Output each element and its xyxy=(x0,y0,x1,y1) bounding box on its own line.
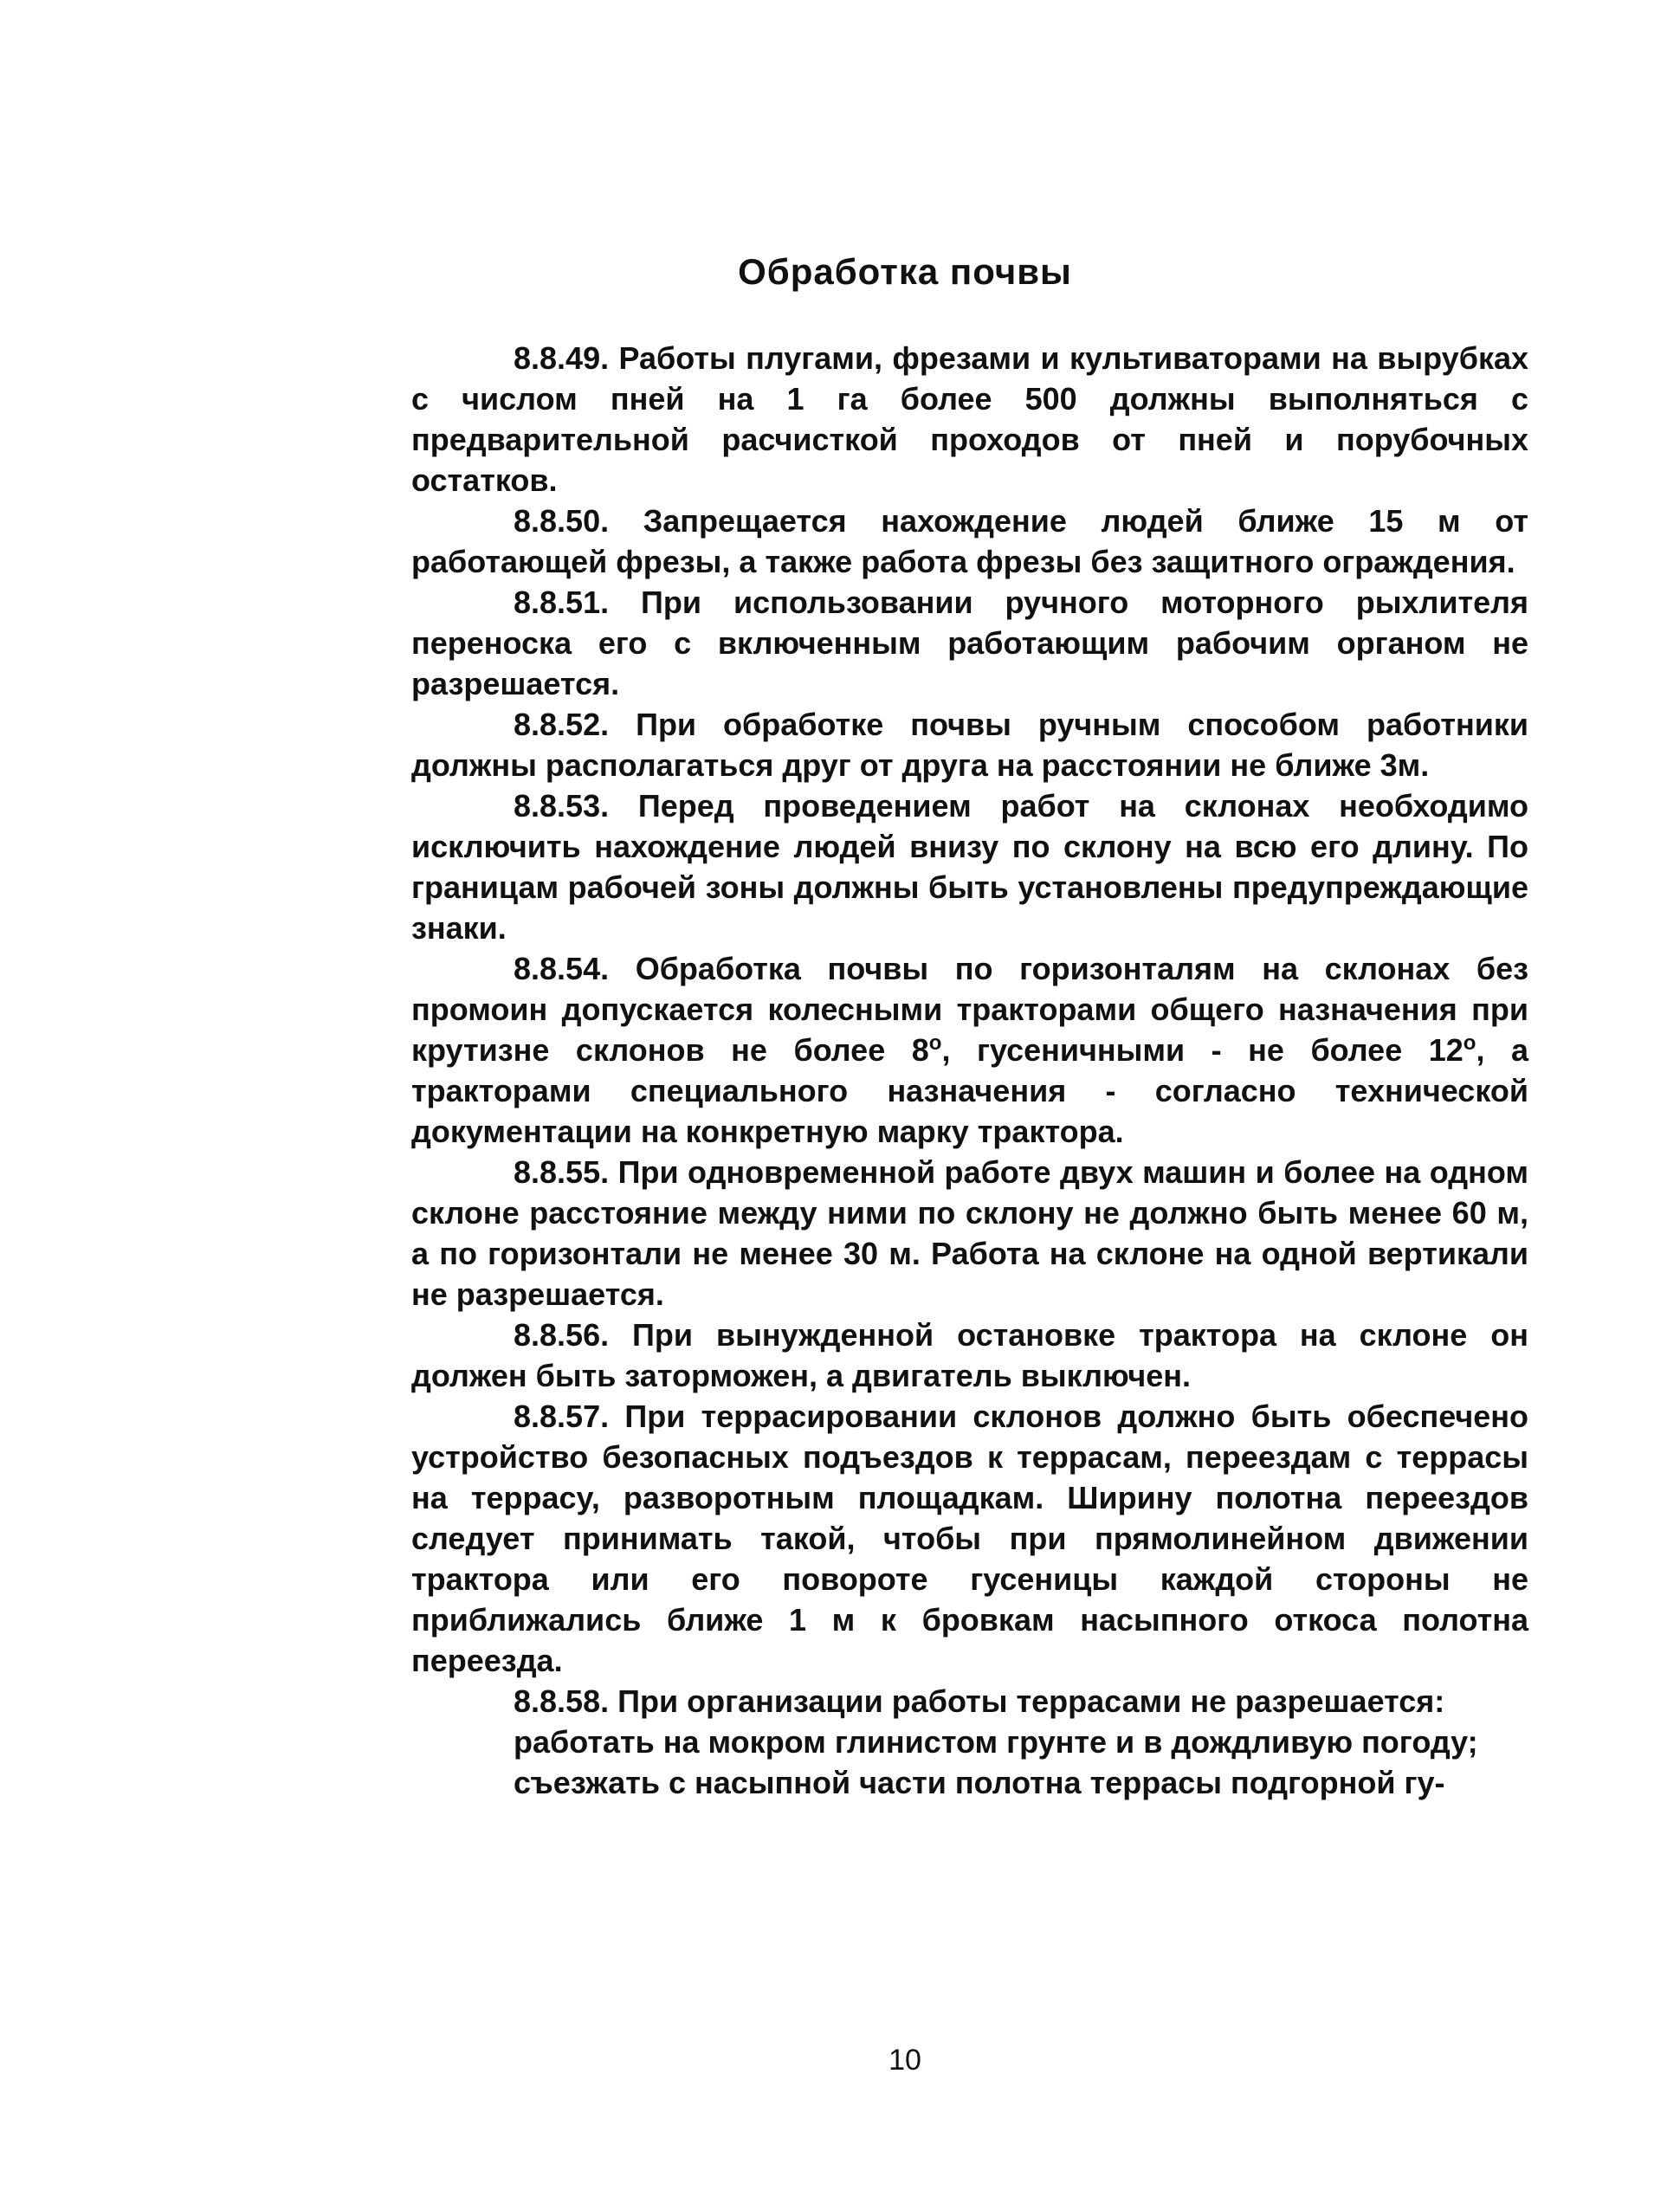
paragraph-8-8-58: 8.8.58. При организации работы террасами не разрешается: xyxy=(514,1683,1445,1719)
degree-sign-2: о xyxy=(1463,1031,1476,1055)
paragraph-8-8-52: 8.8.52. При обработке почвы ручным способом работники должны располагаться друг от друга на расстоянии не ближе 3м. xyxy=(411,707,1528,783)
paragraph-8-8-57: 8.8.57. При террасировании склонов должно быть обеспечено устройство безопасных подъездов к террасам, переездам с террасы на террасу, разворотным площадкам. Ширину полотна переездов следует принимать такой, чтобы при прямолинейном движении трактора или его повороте гусеницы каждой стороны не приближались ближе 1 м к бровкам насыпного откоса полотна переезда. xyxy=(411,1399,1528,1678)
list-item: работать на мокром глинистом грунте и в дождливую погоду; xyxy=(514,1724,1478,1760)
paragraph-8-8-54-part2: , гусеничными - не более 12 xyxy=(941,1032,1464,1068)
paragraph-8-8-49: 8.8.49. Работы плугами, фрезами и культиваторами на вырубках с числом пней на 1 га более 500 должны выполняться с предварительной расчисткой проходов от пней и порубочных остатков. xyxy=(411,340,1528,498)
paragraph-8-8-51: 8.8.51. При использовании ручного моторного рыхлителя переноска его с включенным работающим рабочим органом не разрешается. xyxy=(411,585,1528,701)
page-number: 10 xyxy=(888,2044,921,2077)
paragraph-8-8-54 xyxy=(411,948,1528,1152)
paragraph-8-8-53: 8.8.53. Перед проведением работ на склонах необходимо исключить нахождение людей внизу по склону на всю его длину. По границам рабочей зоны должны быть установлены предупреждающие знаки. xyxy=(411,788,1528,946)
degree-sign-1: о xyxy=(928,1031,942,1055)
list-item: съезжать с насыпной части полотна террасы подгорной гу- xyxy=(514,1765,1445,1800)
paragraph-8-8-55: 8.8.55. При одновременной работе двух машин и более на одном склоне расстояние между ними по склону не должно быть менее 60 м, а по горизонтали не менее 30 м. Работа на склоне на одной вертикали не разрешается. xyxy=(411,1154,1528,1312)
paragraph-8-8-50: 8.8.50. Запрещается нахождение людей ближе 15 м от работающей фрезы, а также работа фрезы без защитного ограждения. xyxy=(411,503,1528,579)
paragraph-8-8-56: 8.8.56. При вынужденной остановке трактора на склоне он должен быть заторможен, а двигатель выключен. xyxy=(411,1317,1528,1393)
paragraph-8-8-54-part1: 8.8.54. Обработка почвы по горизонталям на склонах без промоин допускается колесными тракторами общего назначения при крутизне склонов не более 8 xyxy=(411,951,1528,1068)
paragraph-8-8-54-part3: , а тракторами специального назначения - согласно технической документации на конкретную марку трактора. xyxy=(411,1032,1528,1149)
section-heading: Обработка почвы xyxy=(738,251,1072,292)
document-body xyxy=(411,338,1528,1803)
